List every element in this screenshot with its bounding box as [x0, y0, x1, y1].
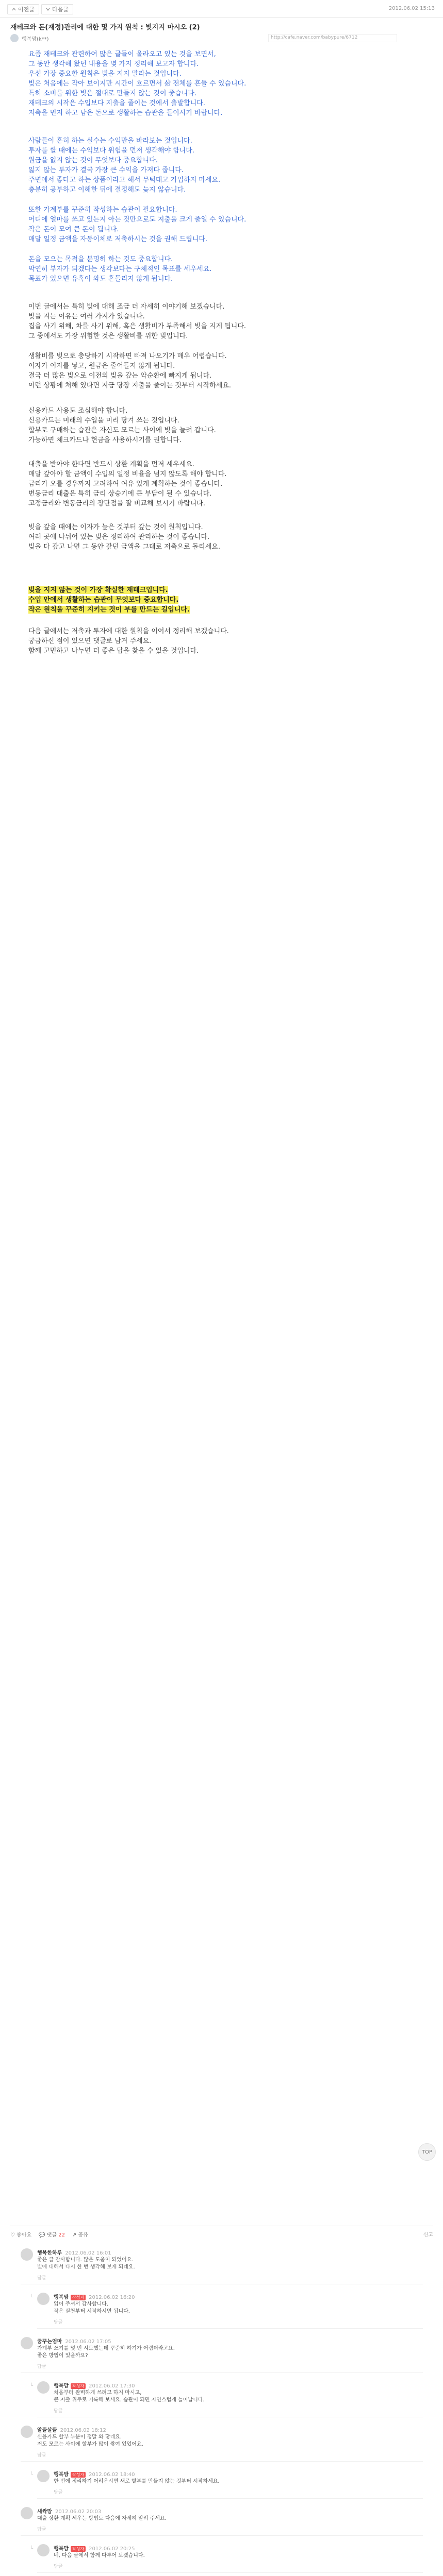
post-line: 궁금하신 점이 있으면 댓글로 남겨 주세요.: [28, 637, 152, 645]
comment-time: 2012.06.02 18:40: [89, 2472, 135, 2478]
next-post-label: 다음글: [52, 6, 69, 13]
comment-item: [21, 2424, 423, 2462]
post-line: 저축을 먼저 하고 남은 돈으로 생활하는 습관을 들이시기 바랍니다.: [28, 109, 223, 117]
post-line: 신용카드는 미래의 수입을 미리 당겨 쓰는 것입니다.: [28, 417, 179, 425]
post-line: 대출을 받아야 한다면 반드시 상환 계획을 먼저 세우세요.: [28, 461, 194, 468]
chevron-up-icon: [12, 6, 16, 13]
share-button[interactable]: [72, 2230, 88, 2238]
comment-author[interactable]: [37, 2507, 101, 2515]
author-badge: 작성자: [71, 2472, 86, 2478]
post-line: 집을 사기 위해, 차를 사기 위해, 혹은 생활비가 부족해서 빚을 지게 됩니다.: [28, 323, 247, 330]
post-actions: [10, 2226, 433, 2238]
post-line: 어디에 얼마를 쓰고 있는지 아는 것만으로도 지출을 크게 줄일 수 있습니다.: [28, 216, 247, 224]
post-line: 원금을 잃지 않는 것이 무엇보다 중요합니다.: [28, 157, 158, 164]
comment-text: 한 번에 정리하기 어려우시면 새로 할부를 만들지 않는 것부터 시작하세요.: [54, 2479, 220, 2484]
comment-item: [21, 2246, 423, 2284]
highlight-block: [28, 585, 420, 615]
post-line: 이자가 이자를 낳고, 원금은 줄어들지 않게 됩니다.: [28, 362, 175, 370]
reply-button[interactable]: 답글: [54, 2409, 63, 2414]
post-line: 빚은 처음에는 작아 보이지만 시간이 흐르면서 삶 전체를 흔들 수 있습니다.: [28, 80, 247, 88]
author-badge: 작성자: [71, 2546, 86, 2552]
post-date: 2012.06.02 15:13: [388, 6, 435, 11]
reply-arrow-icon: └: [30, 2472, 34, 2478]
prev-post-label: 이전글: [18, 6, 35, 13]
comment-text: 읽어 주셔서 감사합니다. 작은 실천부터 시작하시면 됩니다.: [54, 2301, 130, 2314]
reply-button[interactable]: 답글: [37, 2527, 46, 2532]
author-name: 행복맘(k**): [22, 36, 49, 42]
post-line: 여러 곳에 나뉘어 있는 빚은 정리하여 관리하는 것이 좋습니다.: [28, 533, 210, 541]
comment-author-name: 행복맘: [54, 2546, 69, 2552]
comment-author-name: 행복맘: [54, 2383, 69, 2389]
reply-button[interactable]: 답글: [54, 2564, 63, 2569]
comment-author-name: 행복맘: [54, 2295, 69, 2300]
post-line: 함께 고민하고 나누면 더 좋은 답을 찾을 수 있을 것입니다.: [28, 647, 199, 655]
comment-author[interactable]: [37, 2337, 111, 2345]
reply-button[interactable]: 답글: [54, 2490, 63, 2495]
post-line: 잃지 않는 투자가 결국 가장 큰 수익을 가져다 줍니다.: [28, 166, 184, 174]
highlighted-line: 빚을 지지 않는 것이 가장 확실한 재테크입니다.: [28, 586, 168, 594]
reply-button[interactable]: 답글: [37, 2276, 46, 2281]
comment-item: [21, 2335, 423, 2373]
post-line: 이런 상황에 처해 있다면 지금 당장 지출을 줄이는 것부터 시작하세요.: [28, 382, 231, 389]
post-line: 할부로 구매하는 습관은 자신도 모르는 사이에 빚을 늘려 갑니다.: [28, 427, 216, 434]
avatar[interactable]: [37, 2470, 50, 2482]
comment-author[interactable]: [54, 2293, 135, 2300]
comment-item: [21, 2505, 423, 2536]
highlighted-line: 수입 안에서 생활하는 습관이 무엇보다 중요합니다.: [28, 596, 179, 604]
post-paragraph: [28, 351, 420, 391]
avatar[interactable]: [21, 2507, 33, 2519]
post-line: 빚을 갚을 때에는 이자가 높은 것부터 갚는 것이 원칙입니다.: [28, 523, 203, 531]
post-paragraph: [28, 522, 420, 552]
comments-toggle[interactable]: [39, 2230, 65, 2238]
next-post-button[interactable]: [41, 4, 73, 14]
comment-text: 신용카드 할부 부분이 정말 와 닿네요. 저도 모르는 사이에 할부가 많이 쌓여 있었어요.: [37, 2434, 143, 2447]
post-line: 그 동안 생각해 왔던 내용을 몇 가지 정리해 보고자 합니다.: [28, 60, 199, 68]
top-navigation: [0, 0, 443, 18]
post-line: 돈을 모으는 목적을 분명히 하는 것도 중요합니다.: [28, 256, 173, 263]
post-paragraph: [28, 406, 420, 445]
comment-author[interactable]: [54, 2544, 135, 2552]
post-paragraph: [28, 205, 420, 244]
reply-button[interactable]: 답글: [54, 2320, 63, 2325]
post-line: 특히 소비를 위한 빚은 절대로 만들지 않는 것이 좋습니다.: [28, 90, 197, 97]
post-title: 재테크와 돈(재정)관리에 대한 몇 가지 원칙 : 빚지지 마시오 (2): [10, 24, 200, 31]
post-line: 가능하면 체크카드나 현금을 사용하시기를 권합니다.: [28, 436, 182, 444]
post-line: 매달 일정 금액을 자동이체로 저축하시는 것을 권해 드립니다.: [28, 235, 208, 243]
post-line: 주변에서 좋다고 하는 상품이라고 해서 무턱대고 가입하지 마세요.: [28, 176, 221, 184]
author-badge: 작성자: [71, 2295, 86, 2300]
avatar[interactable]: [21, 2248, 33, 2261]
share-icon: ↗: [72, 2232, 77, 2238]
avatar[interactable]: [37, 2381, 50, 2394]
reply-arrow-icon: └: [30, 2295, 34, 2300]
comment-icon: 💬: [39, 2232, 45, 2238]
comment-time: 2012.06.02 16:20: [89, 2295, 135, 2300]
comment-author[interactable]: [37, 2248, 111, 2256]
comment-reply: [30, 2542, 423, 2573]
comment-author[interactable]: [37, 2426, 106, 2433]
comment-time: 2012.06.02 16:01: [65, 2250, 111, 2256]
post-line: 재테크의 시작은 수입보다 지출을 줄이는 것에서 출발합니다.: [28, 99, 205, 107]
post-line: 우선 가장 중요한 원칙은 빚을 지지 말라는 것입니다.: [28, 70, 182, 78]
post-paragraph: [28, 136, 420, 195]
comment-text: 좋은 글 감사합니다. 많은 도움이 되었어요. 빚에 대해서 다시 한 번 생각해 보게 되네요.: [37, 2257, 135, 2270]
comment-text: 처음부터 완벽하게 쓰려고 하지 마시고, 큰 지출 위주로 기록해 보세요. 습관이 되면 자연스럽게 늘어납니다.: [54, 2390, 205, 2403]
avatar: [10, 34, 19, 42]
reply-arrow-icon: └: [30, 2546, 34, 2552]
comment-reply: [30, 2379, 423, 2417]
post-line: 고정금리와 변동금리의 장단점을 잘 비교해 보시기 바랍니다.: [28, 500, 205, 507]
post-paragraph: [28, 626, 420, 656]
highlighted-line: 작은 원칙을 꾸준히 지키는 것이 부를 만드는 길입니다.: [28, 606, 190, 614]
post-paragraph: [28, 460, 420, 509]
comment-time: 2012.06.02 20:03: [55, 2509, 102, 2515]
comment-author-name: 알뜰살뜰: [37, 2428, 57, 2433]
comment-author[interactable]: [54, 2470, 135, 2478]
post-line: 다음 글에서는 저축과 투자에 대한 원칙을 이어서 정리해 보겠습니다.: [28, 628, 229, 635]
avatar[interactable]: [37, 2293, 50, 2305]
prev-post-button[interactable]: [7, 4, 39, 14]
heart-icon: ♡: [10, 2232, 15, 2238]
post-line: 결국 더 많은 빚으로 이전의 빚을 갚는 악순환에 빠지게 됩니다.: [28, 372, 212, 380]
comment-author-name: 꿈꾸는엄마: [37, 2339, 62, 2345]
comment-text: 가계부 쓰기를 몇 번 시도했는데 꾸준히 하기가 어렵더라고요. 좋은 방법이 있을까요?: [37, 2346, 175, 2359]
report-button[interactable]: 신고: [423, 2232, 433, 2238]
comment-time: 2012.06.02 17:30: [89, 2383, 135, 2389]
post-line: 생활비를 빚으로 충당하기 시작하면 빠져 나오기가 매우 어렵습니다.: [28, 352, 227, 360]
post-line: 또한 가계부를 꾸준히 작성하는 습관이 필요합니다.: [28, 206, 177, 214]
comment-reply: [30, 2291, 423, 2329]
comments-label: 댓글: [46, 2232, 57, 2238]
comment-author-name: 새싹맘: [37, 2509, 52, 2515]
comment-reply: [30, 2468, 423, 2499]
post-paragraph: [28, 49, 420, 118]
post-line: 이번 글에서는 특히 빚에 대해 조금 더 자세히 이야기해 보겠습니다.: [28, 303, 225, 311]
comment-author[interactable]: [54, 2381, 135, 2389]
author-badge: 작성자: [71, 2383, 86, 2389]
post-line: 투자를 할 때에는 수익보다 위험을 먼저 생각해야 합니다.: [28, 147, 194, 155]
reply-button[interactable]: 답글: [37, 2364, 46, 2369]
post-line: 빚을 다 갚고 나면 그 동안 갚던 금액을 그대로 저축으로 돌리세요.: [28, 543, 220, 551]
post-line: 그 중에서도 가장 위험한 것은 생활비를 위한 빚입니다.: [28, 332, 188, 340]
comment-time: 2012.06.02 18:12: [60, 2428, 106, 2433]
top-button[interactable]: [418, 2143, 436, 2161]
post-url[interactable]: http://cafe.naver.com/babypure/6712: [268, 34, 397, 42]
post-paragraph: [28, 255, 420, 284]
post-line: 충분히 공부하고 이해한 뒤에 결정해도 늦지 않습니다.: [28, 186, 186, 194]
comment-text: 네, 다음 글에서 함께 다루어 보겠습니다.: [54, 2553, 145, 2558]
chevron-down-icon: [46, 6, 50, 13]
post-line: 작은 돈이 모여 큰 돈이 됩니다.: [28, 226, 119, 233]
like-button[interactable]: [10, 2230, 31, 2238]
comment-time: 2012.06.02 17:05: [65, 2339, 111, 2345]
post-line: 변동금리 대출은 특히 금리 상승기에 큰 부담이 될 수 있습니다.: [28, 490, 212, 498]
share-label: 공유: [78, 2232, 88, 2238]
post-line: 신용카드 사용도 조심해야 합니다.: [28, 407, 128, 415]
avatar[interactable]: [37, 2544, 50, 2556]
post-line: 빚을 지는 이유는 여러 가지가 있습니다.: [28, 313, 145, 320]
reply-arrow-icon: └: [30, 2383, 34, 2389]
comment-time: 2012.06.02 20:25: [89, 2546, 135, 2552]
post-paragraph: [28, 302, 420, 341]
post-line: 매달 갚아야 할 금액이 수입의 일정 비율을 넘지 않도록 해야 합니다.: [28, 470, 227, 478]
post-line: 금리가 오를 경우까지 고려하여 여유 있게 계획하는 것이 좋습니다.: [28, 480, 223, 488]
comment-author-name: 행복한하루: [37, 2250, 62, 2256]
post-line: 요즘 재테크와 관련하여 많은 글들이 올라오고 있는 것을 보면서,: [28, 50, 216, 58]
comment-count: 22: [58, 2232, 65, 2238]
post-line: 목표가 있으면 유혹이 와도 흔들리지 않게 됩니다.: [28, 275, 173, 283]
avatar[interactable]: [21, 2426, 33, 2438]
reply-button[interactable]: 답글: [37, 2453, 46, 2458]
like-label: 좋아요: [17, 2232, 32, 2238]
post-author[interactable]: [10, 34, 49, 42]
comment-text: 대출 상환 계획 세우는 방법도 다음에 자세히 알려 주세요.: [37, 2516, 167, 2521]
post-line: 사람들이 흔히 하는 실수는 수익만을 바라보는 것입니다.: [28, 137, 192, 145]
avatar[interactable]: [21, 2337, 33, 2349]
top-button-label: TOP: [421, 2149, 432, 2155]
post-line: 막연히 부자가 되겠다는 생각보다는 구체적인 목표를 세우세요.: [28, 265, 212, 273]
comment-author-name: 행복맘: [54, 2472, 69, 2478]
